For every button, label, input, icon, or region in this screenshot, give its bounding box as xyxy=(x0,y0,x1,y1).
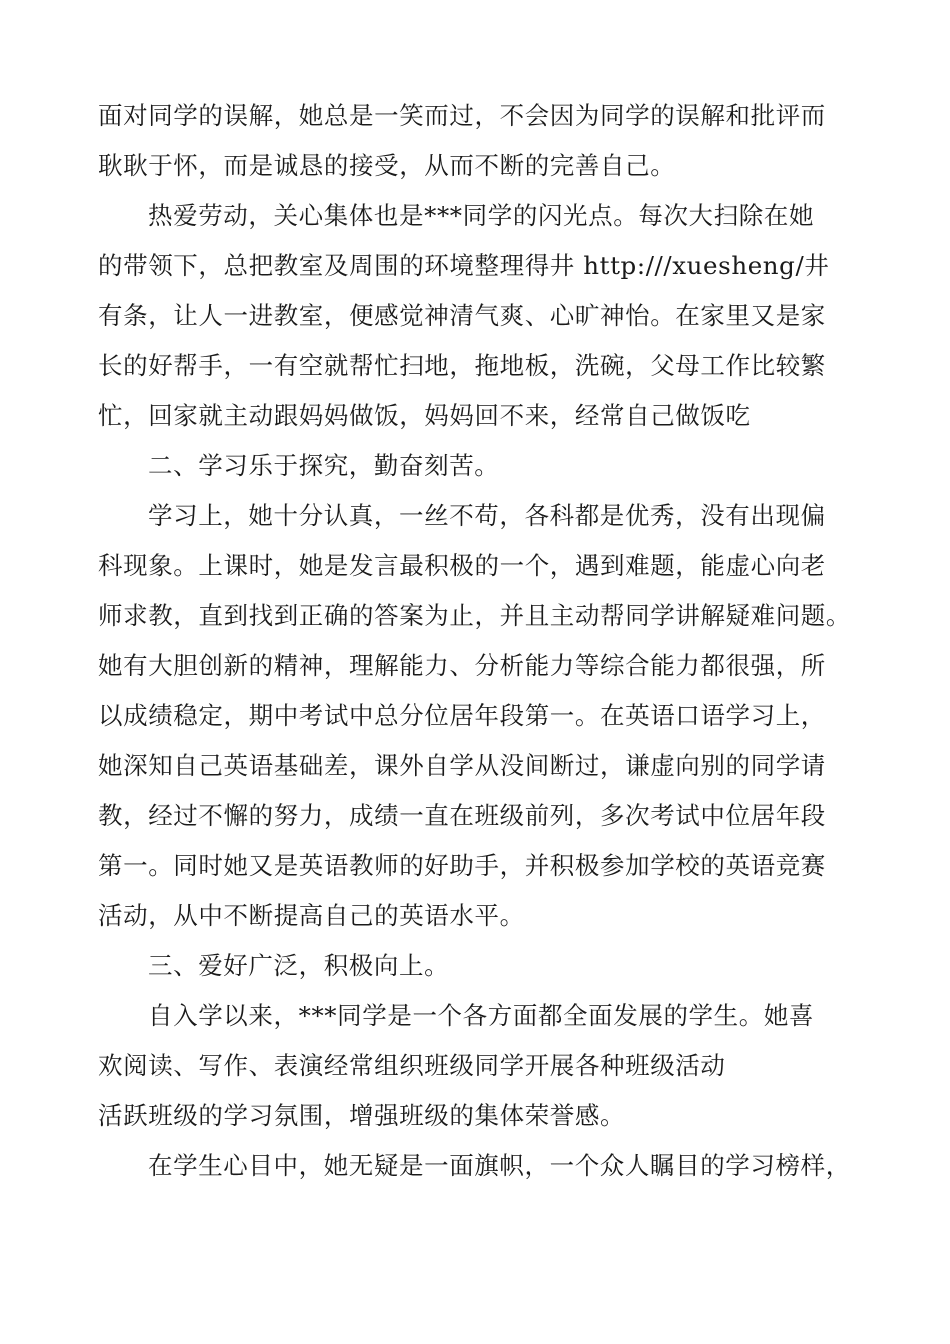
text-line-21: 活跃班级的学习氛围，增强班级的集体荣誉感。 xyxy=(98,1101,626,1130)
text-line-2: 耿耿于怀，而是诚恳的接受，从而不断的完善自己。 xyxy=(98,151,676,180)
text-line-11: 师求教，直到找到正确的答案为止，并且主动帮同学讲解疑难问题。 xyxy=(98,601,851,630)
text-line-6: 长的好帮手，一有空就帮忙扫地，拖地板，洗碗，父母工作比较繁 xyxy=(98,351,826,380)
text-line-5: 有条，让人一进教室，便感觉神清气爽、心旷神怡。在家里又是家 xyxy=(98,301,826,330)
text-line-22: 在学生心目中，她无疑是一面旗帜，一个众人瞩目的学习榜样， xyxy=(148,1151,851,1180)
text-line-14: 她深知自己英语基础差，课外自学从没间断过，谦虚向别的同学请 xyxy=(98,751,826,780)
text-line-12: 她有大胆创新的精神，理解能力、分析能力等综合能力都很强，所 xyxy=(98,651,826,680)
text-line-10: 科现象。上课时，她是发言最积极的一个，遇到难题，能虚心向老 xyxy=(98,551,826,580)
text-line-15: 教，经过不懈的努力，成绩一直在班级前列，多次考试中位居年段 xyxy=(98,801,826,830)
text-line-7: 忙，回家就主动跟妈妈做饭，妈妈回不来，经常自己做饭吃 xyxy=(98,401,751,430)
section-heading-2: 二、学习乐于探究，勤奋刻苦。 xyxy=(148,451,500,480)
text-line-20: 欢阅读、写作、表演经常组织班级同学开展各种班级活动 xyxy=(98,1051,726,1080)
text-line-1: 面对同学的误解，她总是一笑而过，不会因为同学的误解和批评而 xyxy=(98,101,826,130)
text-line-3: 热爱劳动，关心集体也是***同学的闪光点。每次大扫除在她 xyxy=(148,201,815,230)
text-line-9: 学习上，她十分认真，一丝不苟，各科都是优秀，没有出现偏 xyxy=(148,501,826,530)
text-line-19: 自入学以来，***同学是一个各方面都全面发展的学生。她喜 xyxy=(148,1001,815,1030)
text-line-16: 第一。同时她又是英语教师的好助手，并积极参加学校的英语竞赛 xyxy=(98,851,826,880)
text-line-17: 活动，从中不断提高自己的英语水平。 xyxy=(98,901,525,930)
section-heading-3: 三、爱好广泛，积极向上。 xyxy=(148,951,450,980)
text-line-13: 以成绩稳定，期中考试中总分位居年段第一。在英语口语学习上， xyxy=(98,701,826,730)
text-line-4: 的带领下，总把教室及周围的环境整理得井 http:///xuesheng/井 xyxy=(98,251,830,280)
